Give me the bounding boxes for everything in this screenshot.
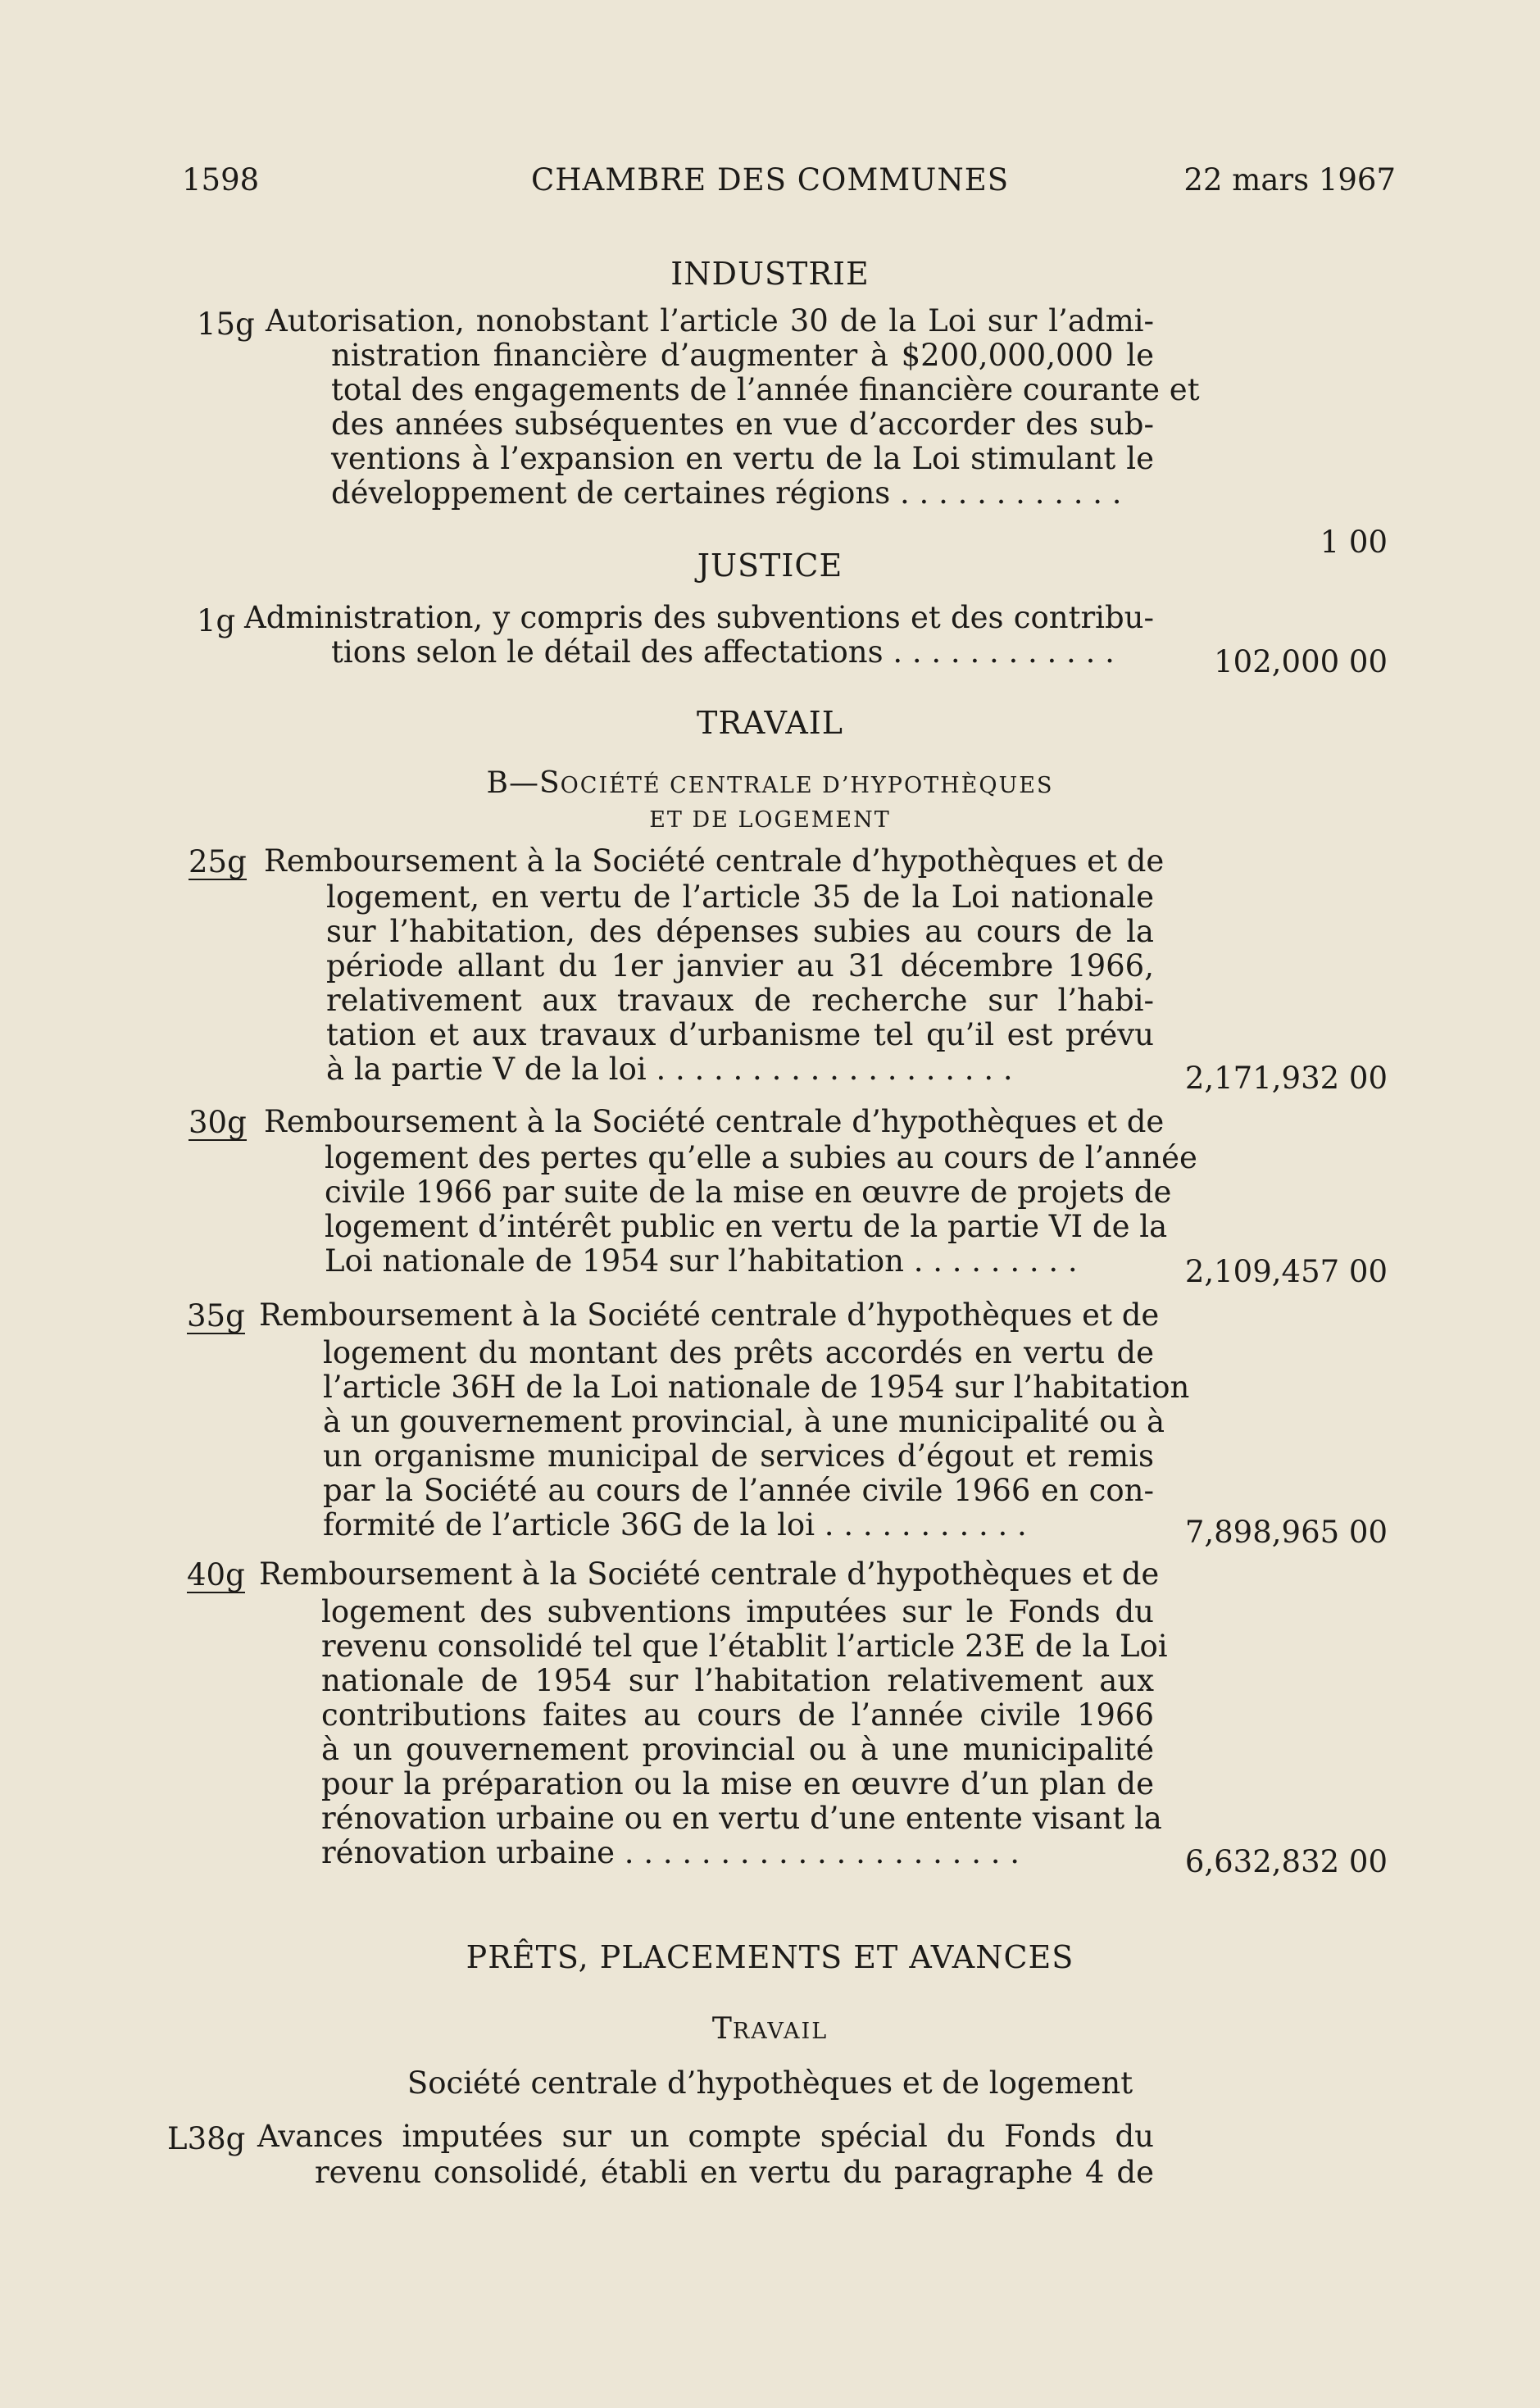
item-line: revenu consolidé tel que l’établit l’article 23E de la Loi (321, 1629, 1168, 1664)
item-line: par la Société au cours de l’année civile 1966 en con- (323, 1473, 1154, 1508)
item-line: un organisme municipal de services d’égout et remis (323, 1438, 1154, 1474)
item-line: Remboursement à la Société centrale d’hypothèques et de (259, 1297, 1160, 1333)
item-line: logement, en vertu de l’article 35 de la Loi nationale (326, 879, 1154, 915)
amount: 2,109,457 00 (1184, 1254, 1388, 1289)
subheading-rest: ET DE LOGEMENT (649, 807, 891, 833)
item-line: logement d’intérêt public en vertu de la partie VI de la (325, 1209, 1168, 1244)
vote-code: 40g (187, 1557, 245, 1592)
amount: 102,000 00 (1214, 644, 1388, 679)
item-line: l’article 36H de la Loi nationale de 1954 sur l’habitation (323, 1370, 1190, 1405)
amount: 1 00 (1320, 525, 1388, 560)
vote-code: L38g (167, 2121, 246, 2156)
item-line: rénovation urbaine ou en vertu d’une entente visant la (321, 1801, 1162, 1836)
item-line: contributions faites au cours de l’année civile 1966 (321, 1697, 1154, 1733)
amount: 2,171,932 00 (1184, 1061, 1388, 1096)
vote-code: 1g (197, 603, 236, 638)
item-line: relativement aux travaux de recherche sur l’habi- (326, 983, 1154, 1018)
item-line: nationale de 1954 sur l’habitation relativement aux (321, 1663, 1154, 1698)
item-line: des années subséquentes en vue d’accorder des sub- (331, 407, 1154, 442)
item-line: revenu consolidé, établi en vertu du paragraphe 4 de (315, 2155, 1154, 2190)
item-line: formité de l’article 36G de la loi . . . . . . . . . . . (323, 1507, 1027, 1542)
item-line: Remboursement à la Société centrale d’hypothèques et de (264, 1104, 1165, 1139)
item-line: Remboursement à la Société centrale d’hypothèques et de (259, 1556, 1160, 1592)
vote-code: 35g (187, 1298, 245, 1333)
subsubheading-scmh: Société centrale d’hypothèques et de logement (407, 2065, 1133, 2101)
subheading-scmh-line2 (0, 798, 1540, 834)
subheading-rest: RAVAIL (732, 2019, 829, 2044)
item-line: Autorisation, nonobstant l’article 30 de la Loi sur l’admi- (266, 303, 1154, 338)
item-line: sur l’habitation, des dépenses subies au cours de la (326, 914, 1154, 949)
item-line: Administration, y compris des subventions et des contribu- (244, 600, 1154, 635)
item-line: tation et aux travaux d’urbanisme tel qu’il est prévu (326, 1017, 1154, 1052)
item-line: nistration financière d’augmenter à $200,000,000 le (331, 338, 1154, 373)
section-heading-justice: JUSTICE (697, 547, 843, 584)
page-number: 1598 (182, 162, 260, 198)
item-line: tions selon le détail des affectations . . . . . . . . . . . . (331, 634, 1115, 670)
item-line: total des engagements de l’année financière courante et (331, 372, 1200, 407)
item-line: logement du montant des prêts accordés en vertu de (323, 1335, 1154, 1370)
running-header-title: CHAMBRE DES COMMUNES (530, 162, 1010, 198)
item-line: à la partie V de la loi . . . . . . . . . . . . . . . . . . . (326, 1052, 1013, 1087)
item-line: rénovation urbaine . . . . . . . . . . . . . . . . . . . . . (321, 1835, 1020, 1870)
item-line: développement de certaines régions . . . . . . . . . . . . (331, 475, 1122, 511)
vote-code: 15g (197, 307, 255, 342)
item-line: Remboursement à la Société centrale d’hypothèques et de (264, 843, 1165, 879)
subheading-travail (0, 2010, 1540, 2046)
item-line: pour la préparation ou la mise en œuvre d’un plan de (321, 1766, 1154, 1801)
subheading-prefix: B—S (486, 766, 561, 800)
section-heading-prets: PRÊTS, PLACEMENTS ET AVANCES (466, 1939, 1074, 1975)
item-line: à un gouvernement provincial, à une municipalité ou à (323, 1404, 1165, 1439)
section-heading-travail: TRAVAIL (696, 705, 844, 741)
subheading-scmh-line1 (0, 764, 1540, 800)
item-line: civile 1966 par suite de la mise en œuvre de projets de (325, 1174, 1172, 1210)
vote-code: 25g (189, 844, 247, 879)
vote-code: 30g (189, 1105, 247, 1140)
item-line: à un gouvernement provincial ou à une municipalité (321, 1732, 1154, 1767)
item-line: ventions à l’expansion en vertu de la Loi stimulant le (331, 441, 1154, 476)
header-date: 22 mars 1967 (1183, 162, 1396, 198)
item-line: Avances imputées sur un compte spécial du Fonds du (257, 2119, 1154, 2154)
item-line: logement des pertes qu’elle a subies au cours de l’année (325, 1140, 1197, 1175)
amount: 6,632,832 00 (1184, 1844, 1388, 1879)
section-heading-industrie: INDUSTRIE (670, 256, 870, 292)
item-line: Loi nationale de 1954 sur l’habitation . . . . . . . . . (325, 1243, 1078, 1279)
subheading-rest: OCIÉTÉ CENTRALE D’HYPOTHÈQUES (560, 773, 1054, 798)
item-line: logement des subventions imputées sur le Fonds du (321, 1594, 1154, 1629)
amount: 7,898,965 00 (1184, 1515, 1388, 1550)
subheading-prefix: T (711, 2012, 733, 2046)
item-line: période allant du 1er janvier au 31 décembre 1966, (326, 948, 1154, 984)
